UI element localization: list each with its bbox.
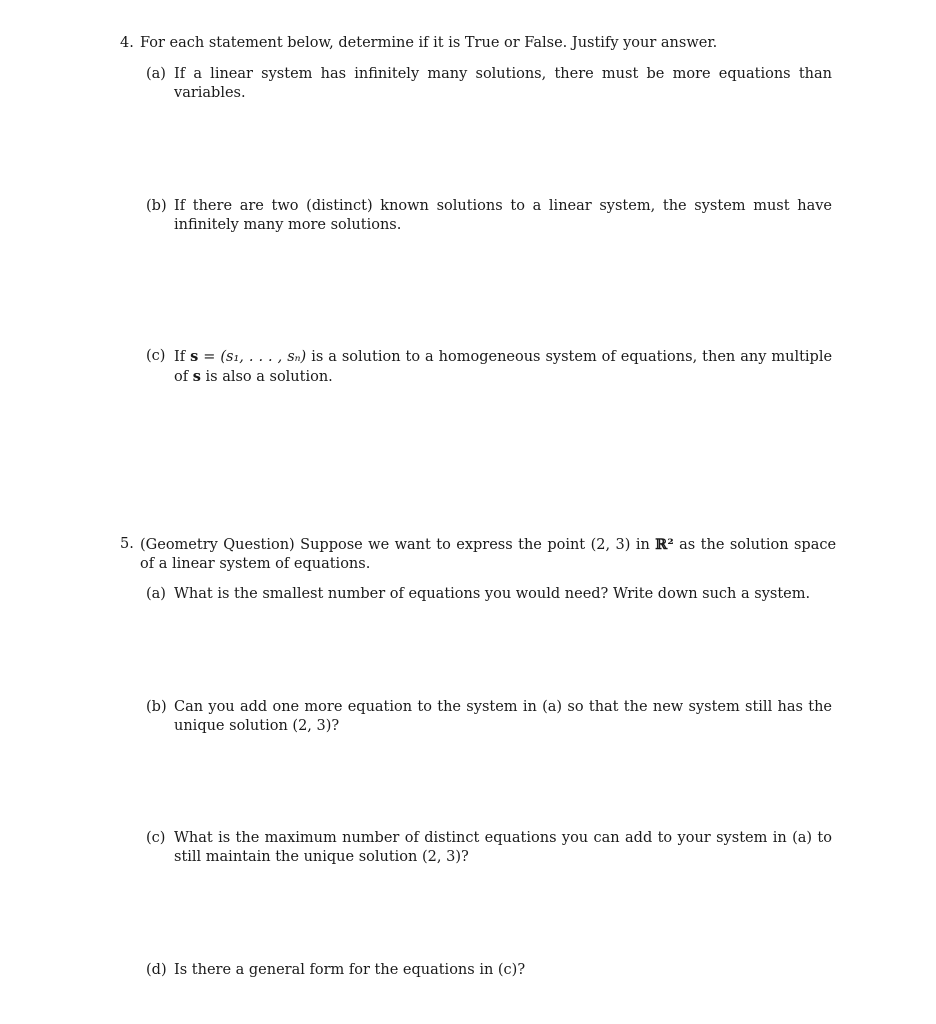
question-4c <box>146 347 832 387</box>
part-text: If a linear system has infinitely many solutions, there must be more equations than variables. <box>174 66 832 101</box>
part-text-end: is also a solution. <box>205 369 333 385</box>
part-text <box>174 347 832 387</box>
question-4-number: 4. <box>120 35 134 51</box>
question-5c <box>146 829 832 867</box>
part-label: (d) <box>146 962 167 978</box>
part-text-post: is a solution to a homogeneous system of equations, then any multiple of <box>174 349 833 385</box>
prompt-in: in <box>635 537 650 553</box>
prompt-post: as the solution space of a linear system of equations. <box>140 537 837 572</box>
part-label: (a) <box>146 586 166 602</box>
question-4 <box>120 34 836 53</box>
vector-s-2: s <box>192 368 201 385</box>
question-5a <box>146 585 832 604</box>
part-text-pre: If <box>174 349 186 365</box>
part-label: (b) <box>146 198 167 214</box>
question-5d <box>146 961 832 980</box>
part-text: Can you add one more equation to the system in (a) so that the new system still has the unique solution (2, 3)? <box>174 699 832 734</box>
part-label: (b) <box>146 699 167 715</box>
question-5-number: 5. <box>120 536 134 552</box>
point-coordinates: (2, 3) <box>590 537 631 553</box>
prompt-pre: (Geometry Question) Suppose we want to express the point <box>140 537 586 553</box>
question-5b <box>146 698 832 736</box>
question-4b <box>146 197 832 235</box>
space-r2: ℝ² <box>655 536 674 553</box>
question-5-prompt <box>140 535 836 574</box>
part-label: (a) <box>146 66 166 82</box>
part-label: (c) <box>146 830 166 846</box>
part-text: What is the maximum number of distinct equations you can add to your system in (a) to still maintain the unique solution (2, 3)? <box>174 830 832 865</box>
question-4-prompt: For each statement below, determine if it is True or False. Justify your answer. <box>140 35 718 51</box>
part-text: If there are two (distinct) known solutions to a linear system, the system must have infinitely many more solutions. <box>174 198 832 233</box>
part-label: (c) <box>146 348 166 364</box>
part-text: What is the smallest number of equations you would need? Write down such a system. <box>174 586 811 602</box>
part-text: Is there a general form for the equations in (c)? <box>174 962 526 978</box>
solution-tuple: (s₁, . . . , sₙ) <box>220 349 307 365</box>
question-5 <box>120 535 836 574</box>
question-4a <box>146 65 832 103</box>
vector-s: s <box>190 348 199 365</box>
equals-sign: = <box>203 349 216 365</box>
